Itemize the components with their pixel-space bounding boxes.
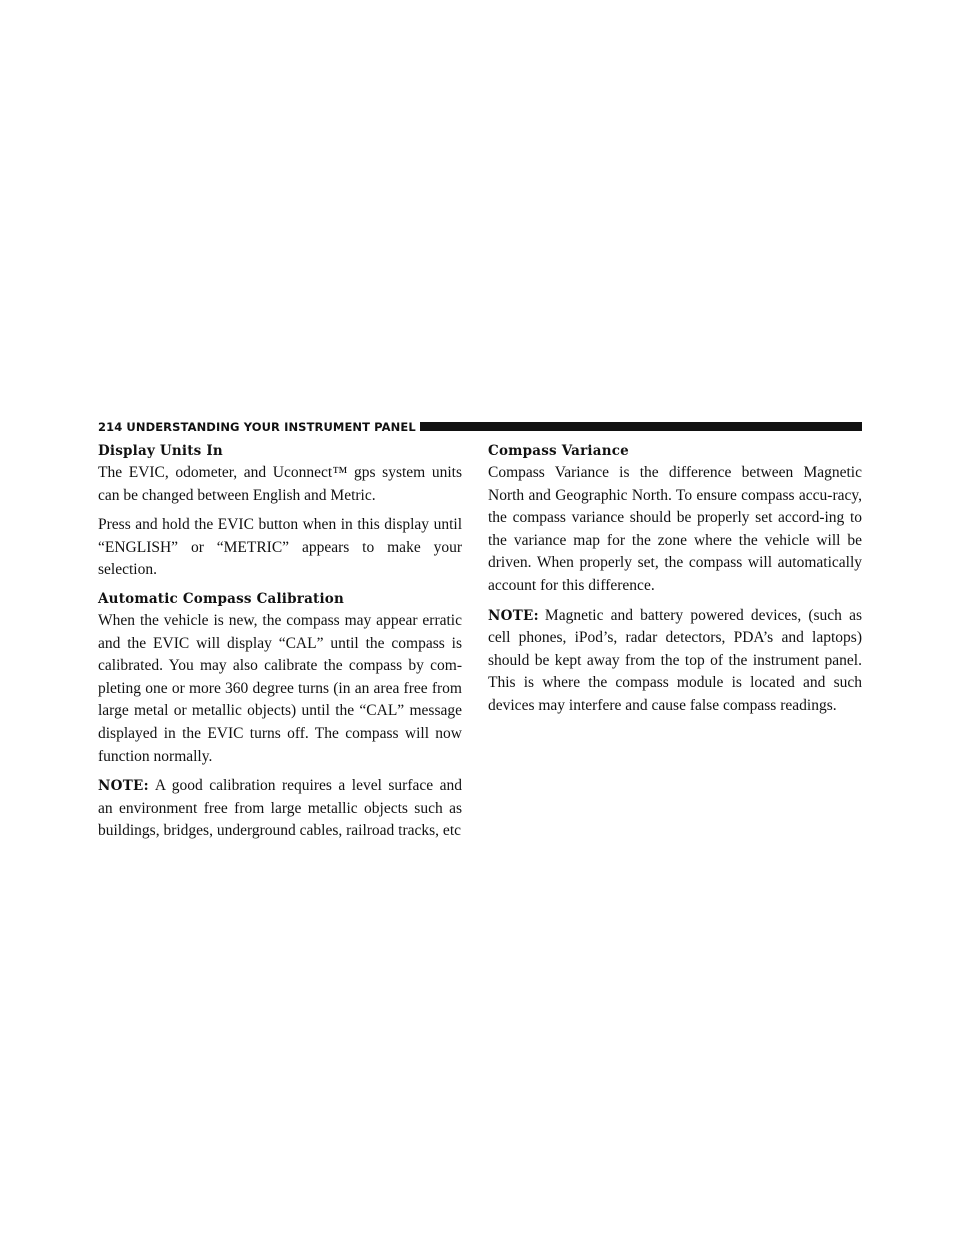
- note-label: NOTE:: [488, 607, 539, 624]
- auto-calibration-heading: Automatic Compass Calibration: [98, 590, 344, 607]
- page-header: [98, 418, 862, 436]
- section-title: UNDERSTANDING YOUR INSTRUMENT PANEL: [126, 420, 416, 434]
- header-label: [98, 418, 416, 436]
- note-text: A good calibration requires a level surface and an environment free from large metallic objects such as buildings, bridges, underground cables, railroad tracks, etc: [98, 777, 462, 840]
- note-label: NOTE:: [98, 778, 149, 795]
- compass-variance-note: [488, 605, 862, 718]
- compass-variance-heading: Compass Variance: [488, 443, 629, 459]
- auto-calibration-paragraph-1: When the vehicle is new, the compass may appear erratic and the EVIC will display “CAL” until the compass is calibrated. You may also calibrate the compass by com-pleting one or more 360 degree turns (in an area free from large metal or metallic objects) until the “CAL” message displayed in the EVIC turns off. The compass will now function normally.: [98, 611, 462, 765]
- right-column: [488, 441, 862, 725]
- display-units-paragraph-1: The EVIC, odometer, and Uconnect™ gps system units can be changed between English and Metric.: [98, 464, 462, 504]
- auto-calibration-note: [98, 775, 462, 843]
- left-column: [98, 441, 462, 850]
- note-text: Magnetic and battery powered devices, (such as cell phones, iPod’s, radar detectors, PDA’s and laptops) should be kept away from the top of the instrument panel. This is where the compass module is located and such devices may interfere and cause false compass readings.: [488, 606, 862, 714]
- display-units-paragraph-2: Press and hold the EVIC button when in this display until “ENGLISH” or “METRIC” appears to make your selection.: [98, 516, 462, 579]
- header-rule: [420, 422, 862, 431]
- page-number: 214: [98, 420, 123, 434]
- compass-variance-paragraph-1: Compass Variance is the difference between Magnetic North and Geographic North. To ensure compass accu-racy, the compass variance should be properly set accord-ing to the variance map for the zone where the vehicle will be driven. When properly set, the compass will automatically account for this difference.: [488, 464, 862, 594]
- display-units-heading: Display Units In: [98, 443, 223, 459]
